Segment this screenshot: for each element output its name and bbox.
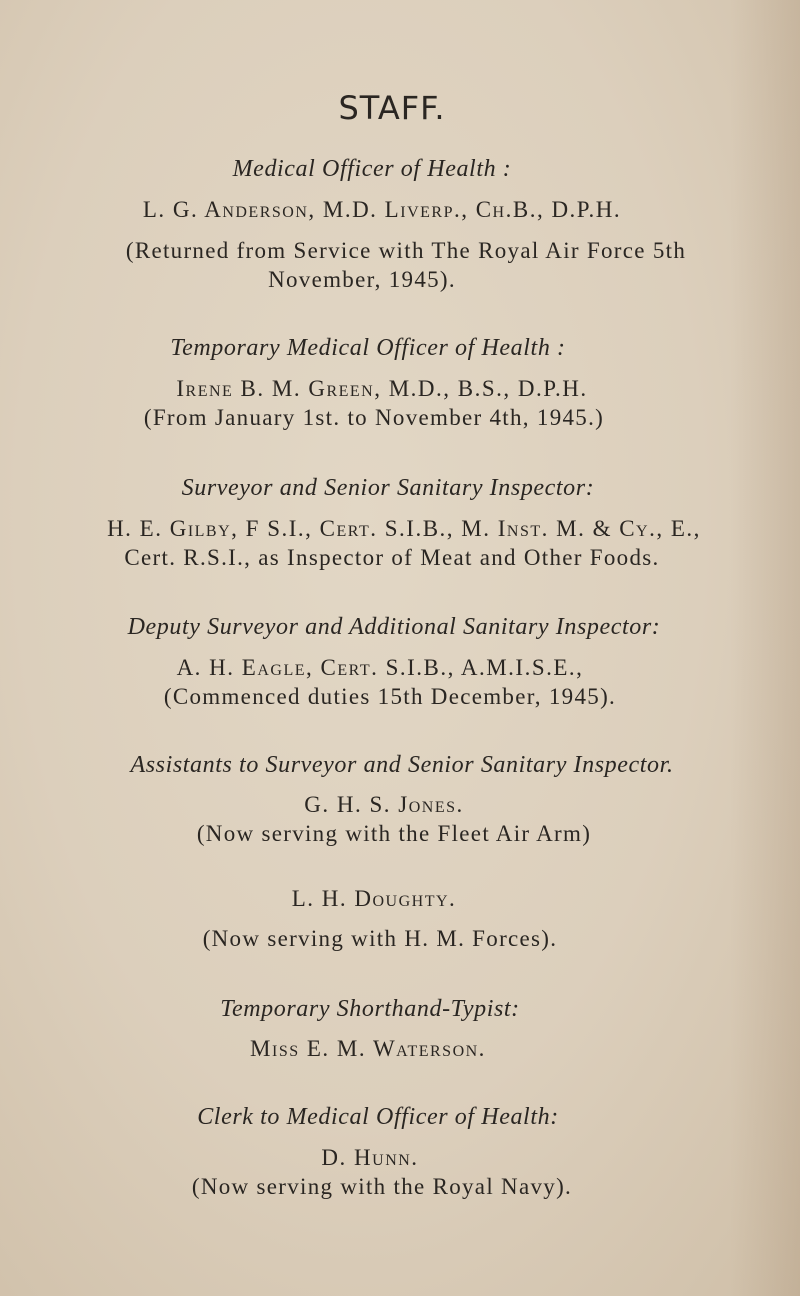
heading-assistants: Assistants to Surveyor and Senior Sanitary Inspector.	[130, 752, 674, 778]
note-doughty-serving: (Now serving with H. M. Forces).	[202, 926, 558, 951]
note-anderson-returned: (Returned from Service with The Royal Air Force 5th	[125, 238, 687, 263]
page-title: STAFF.	[338, 89, 446, 127]
name-doughty: L. H. Doughty.	[291, 886, 457, 911]
name-green: Irene B. M. Green, M.D., B.S., D.P.H.	[176, 376, 588, 401]
name-anderson: L. G. Anderson, M.D. Liverp., Ch.B., D.P.H.	[142, 197, 622, 222]
heading-clerk: Clerk to Medical Officer of Health:	[197, 1104, 559, 1130]
heading-deputy-surveyor: Deputy Surveyor and Additional Sanitary Inspector:	[127, 614, 661, 640]
name-waterson: Miss E. M. Waterson.	[250, 1036, 486, 1061]
heading-medical-officer: Medical Officer of Health :	[232, 156, 512, 182]
name-jones: G. H. S. Jones.	[304, 792, 464, 817]
heading-surveyor: Surveyor and Senior Sanitary Inspector:	[181, 475, 595, 501]
heading-temporary-medical-officer: Temporary Medical Officer of Health :	[170, 335, 566, 361]
note-eagle-commenced: (Commenced duties 15th December, 1945).	[163, 684, 617, 709]
note-green-period: (From January 1st. to November 4th, 1945.)	[143, 405, 605, 430]
note-jones-serving: (Now serving with the Fleet Air Arm)	[196, 821, 592, 846]
name-hunn: D. Hunn.	[321, 1145, 419, 1170]
note-anderson-date: November, 1945).	[268, 267, 456, 292]
note-hunn-serving: (Now serving with the Royal Navy).	[191, 1174, 573, 1199]
name-eagle: A. H. Eagle, Cert. S.I.B., A.M.I.S.E.,	[176, 655, 584, 680]
heading-shorthand-typist: Temporary Shorthand-Typist:	[220, 996, 520, 1022]
name-gilby: H. E. Gilby, F S.I., Cert. S.I.B., M. Inst. M. & Cy., E.,	[107, 516, 701, 541]
note-gilby-role: Cert. R.S.I., as Inspector of Meat and Other Foods.	[124, 545, 660, 570]
